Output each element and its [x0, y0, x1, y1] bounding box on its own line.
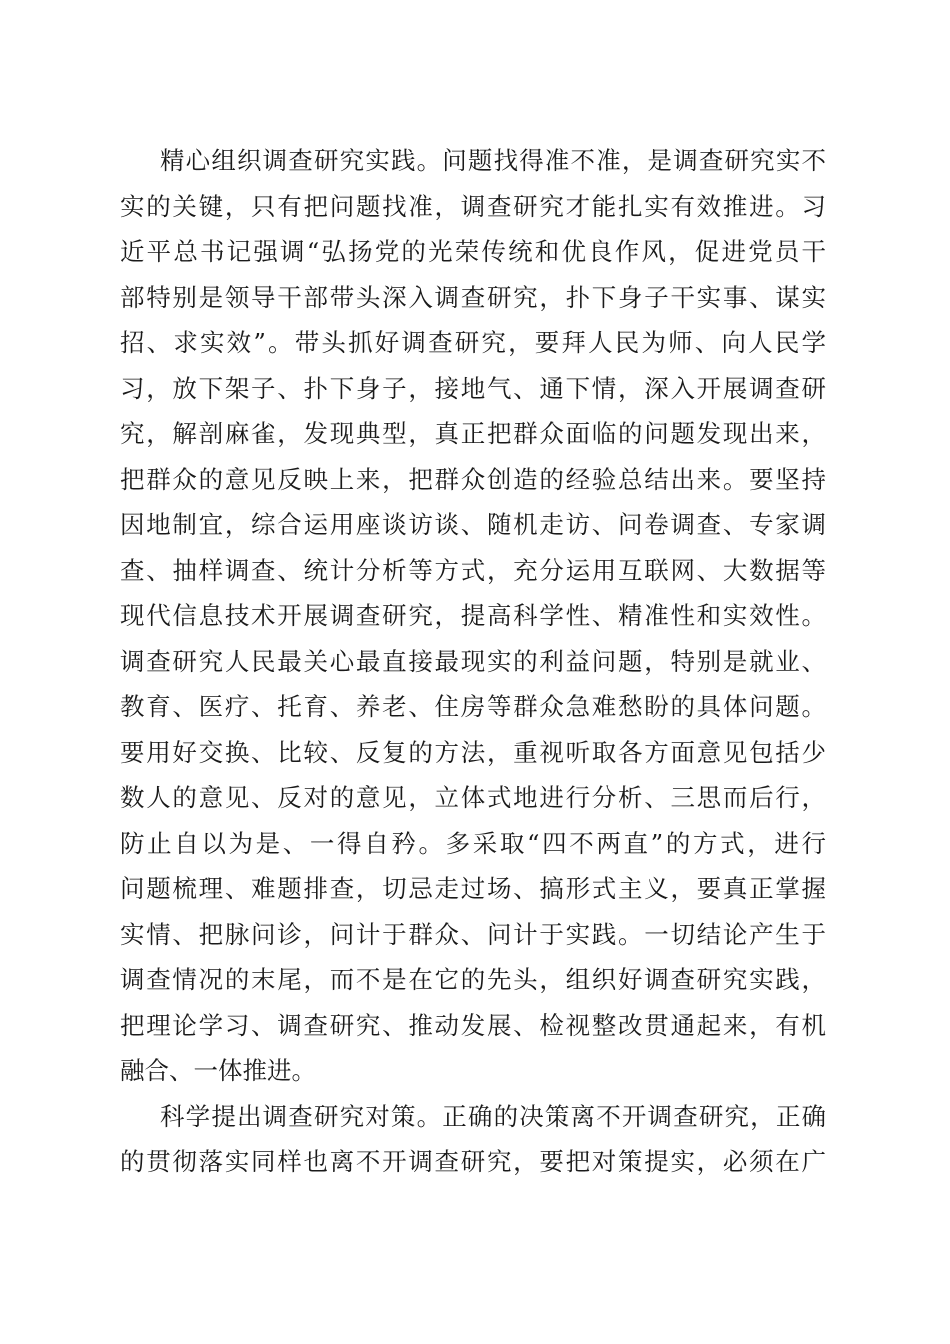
document-page	[120, 138, 826, 1185]
text-line: 科学提出调查研究对策。正确的决策离不开调查研究，正确	[160, 1101, 826, 1131]
text-line: 究，解剖麻雀，发现典型，真正把群众面临的问题发现出来，	[120, 419, 826, 448]
text-line: 习，放下架子、扑下身子，接地气、通下情，深入开展调查研	[120, 373, 826, 403]
text-line: 实的关键，只有把问题找准，调查研究才能扎实有效推进。习	[120, 191, 826, 221]
text-line: 数人的意见、反对的意见，立体式地进行分析、三思而后行，	[120, 783, 826, 812]
paragraph-2	[120, 1094, 826, 1185]
text-line: 要用好交换、比较、反复的方法，重视听取各方面意见包括少	[120, 737, 826, 767]
text-line: 防止自以为是、一得自矜。多采取“四不两直”的方式，进行	[120, 828, 826, 858]
text-line: 近平总书记强调“弘扬党的光荣传统和优良作风，促进党员干	[120, 237, 826, 266]
text-line: 把群众的意见反映上来，把群众创造的经验总结出来。要坚持	[120, 464, 826, 494]
text-line: 精心组织调查研究实践。问题找得准不准，是调查研究实不	[160, 146, 826, 175]
paragraph-1	[120, 138, 826, 1094]
text-line: 现代信息技术开展调查研究，提高科学性、精准性和实效性。	[120, 601, 826, 630]
text-line: 查、抽样调查、统计分析等方式，充分运用互联网、大数据等	[120, 555, 826, 585]
text-line: 调查研究人民最关心最直接最现实的利益问题，特别是就业、	[120, 646, 826, 676]
text-line: 部特别是领导干部带头深入调查研究，扑下身子干实事、谋实	[120, 282, 826, 312]
text-line: 教育、医疗、托育、养老、住房等群众急难愁盼的具体问题。	[120, 692, 826, 721]
text-line: 把理论学习、调查研究、推动发展、检视整改贯通起来，有机	[120, 1010, 826, 1040]
text-line: 问题梳理、难题排查，切忌走过场、搞形式主义，要真正掌握	[120, 874, 826, 903]
text-line: 招、求实效”。带头抓好调查研究，要拜人民为师、向人民学	[120, 328, 826, 357]
text-line: 因地制宜，综合运用座谈访谈、随机走访、问卷调查、专家调	[120, 510, 826, 539]
text-line: 实情、把脉问诊，问计于群众、问计于实践。一切结论产生于	[120, 919, 826, 949]
text-line: 融合、一体推进。	[120, 1056, 316, 1085]
text-line: 的贯彻落实同样也离不开调查研究，要把对策提实，必须在广	[120, 1147, 826, 1176]
text-line: 调查情况的末尾，而不是在它的先头，组织好调查研究实践，	[120, 965, 826, 994]
